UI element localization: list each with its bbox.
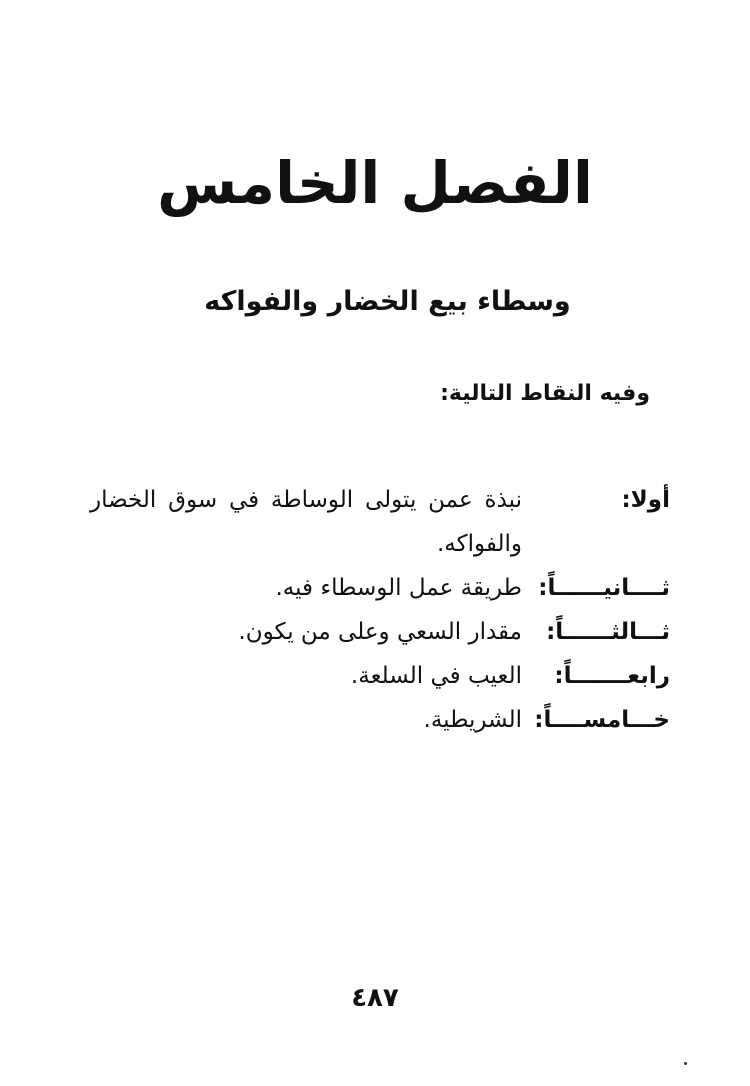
chapter-title: الفصل الخامس — [157, 149, 593, 217]
list-item — [90, 478, 670, 566]
chapter-subtitle: وسطاء بيع الخضار والفواكه — [204, 286, 571, 317]
point-text: نبذة عمن يتولى الوساطة في سوق الخضار والفواكه. — [90, 487, 522, 557]
scan-speck — [684, 1062, 687, 1065]
point-label: خـــامســــاً: — [534, 707, 670, 733]
point-label: أولا: — [621, 487, 670, 513]
point-label: ثــــانيــــــاً: — [538, 575, 670, 601]
point-label: ثـــالثــــــاً: — [546, 619, 670, 645]
points-list — [90, 478, 670, 742]
points-intro: وفيه النقاط التالية: — [440, 381, 650, 406]
page-number: ٤٨٧ — [351, 983, 399, 1013]
list-item — [90, 566, 670, 610]
point-text: مقدار السعي وعلى من يكون. — [238, 619, 522, 645]
point-text: طريقة عمل الوسطاء فيه. — [275, 575, 522, 601]
list-item — [90, 654, 670, 698]
list-item — [90, 698, 670, 742]
point-text: الشريطية. — [423, 707, 522, 733]
point-label: رابعـــــــاً: — [554, 663, 670, 689]
list-item — [90, 610, 670, 654]
point-text: العيب في السلعة. — [350, 663, 522, 689]
